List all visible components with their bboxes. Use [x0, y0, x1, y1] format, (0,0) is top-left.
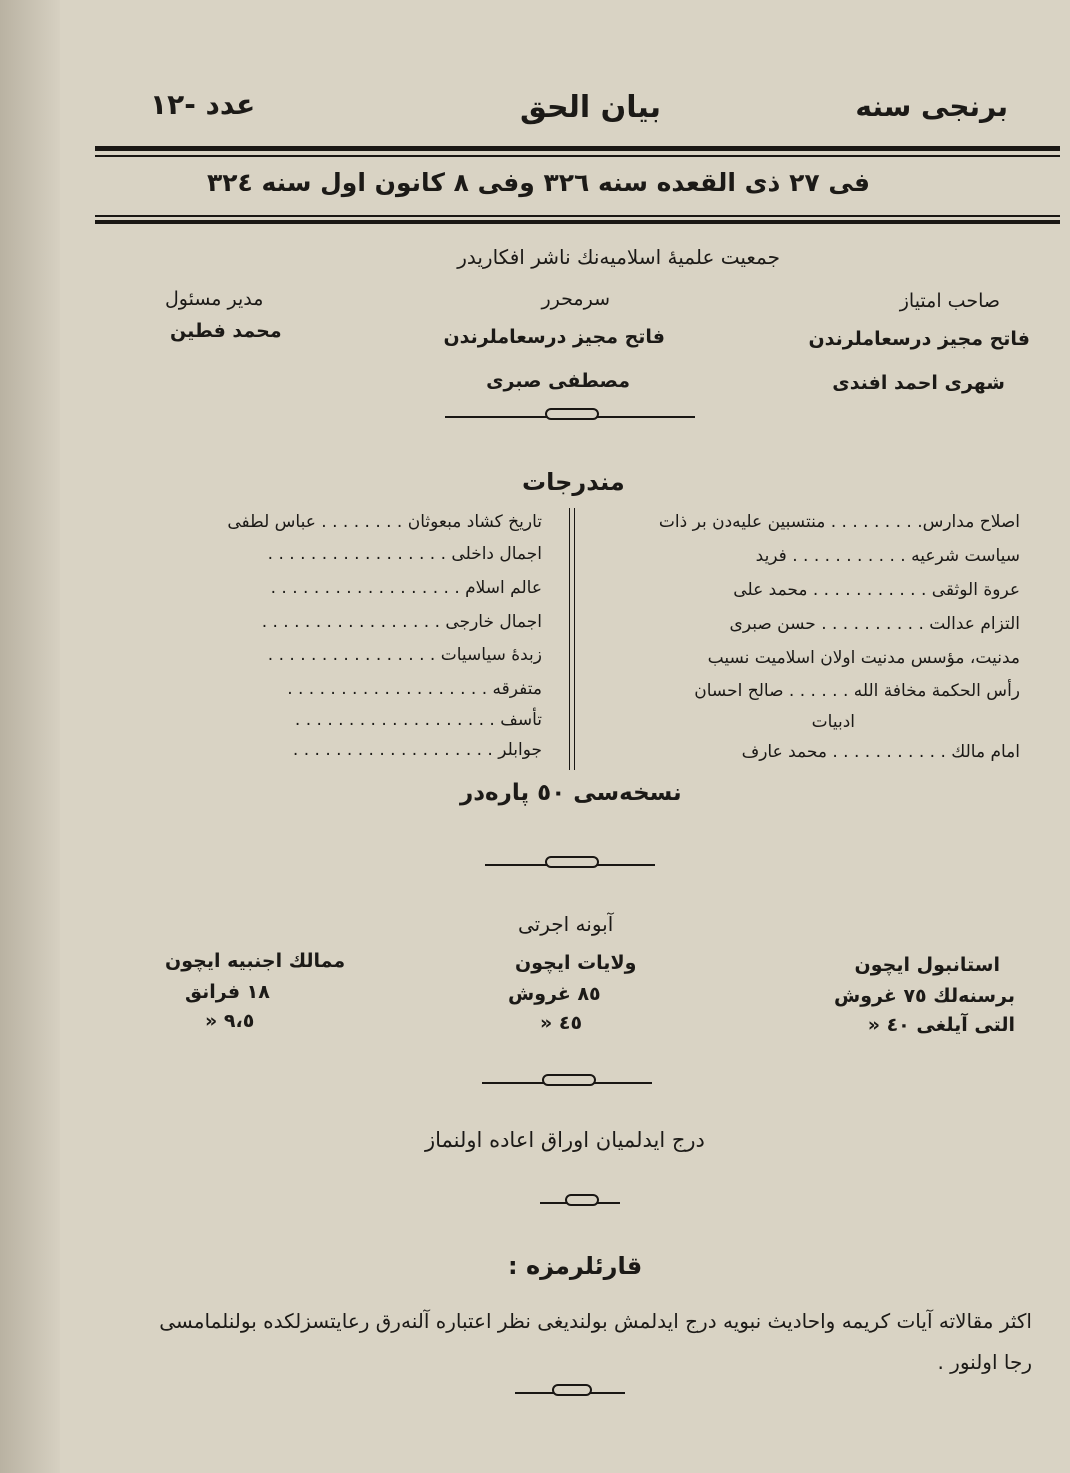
- ornament-divider-4: [540, 1190, 620, 1204]
- readers-heading: قارئلرمزه :: [508, 1252, 643, 1280]
- contents-right-item: مدنیت، مؤسس مدنیت اولان اسلامیت نسیب: [707, 648, 1020, 668]
- contents-right-item: رأس الحكمة مخافة الله . . . . . . صالح احسان: [694, 681, 1020, 701]
- provinces-half: ٤٥ «: [540, 1012, 583, 1034]
- editor-title: سرمحرر: [541, 288, 610, 310]
- contents-right-item: عروة الوثقی . . . . . . . . . . . محمد علی: [733, 580, 1020, 600]
- istanbul-yearly: برسنه‌لك ٧٥ غروش: [833, 985, 1015, 1007]
- readers-line-2: رجا اولنور .: [937, 1350, 1032, 1374]
- foreign-yearly: ١٨ فرانق: [185, 981, 270, 1003]
- page-edge-shadow: [0, 0, 60, 1473]
- provinces-title: ولایات ایچون: [515, 952, 637, 974]
- contents-left-item: تاریخ كشاد مبعوثان . . . . . . . . عباس لطفی: [227, 512, 542, 532]
- editor-line2: مصطفی صبری: [486, 370, 630, 392]
- ornament-divider-1: [445, 404, 695, 418]
- owner-title: صاحب امتیاز: [899, 290, 1000, 312]
- masthead-volume: برنجی سنه: [855, 90, 1008, 123]
- subtitle: جمعیت علمیهٔ اسلامیه‌نك ناشر افكاریدر: [457, 245, 780, 269]
- foreign-half: ٩،٥ «: [205, 1010, 255, 1032]
- contents-right-item: ادبیات: [811, 712, 855, 732]
- contents-right-item: امام مالك . . . . . . . . . . . محمد عارف: [741, 742, 1020, 762]
- subscription-heading: آبونه اجرتی: [518, 912, 614, 936]
- editor-line1: فاتح مجیز درسعاملرندن: [443, 326, 665, 348]
- istanbul-half: التی آیلغی ٤٠ «: [867, 1014, 1015, 1036]
- contents-heading: مندرجات: [522, 468, 625, 496]
- price: نسخه‌سی ٥٠ پاره‌در: [460, 780, 682, 806]
- owner-line2: شهری احمد افندی: [832, 372, 1005, 394]
- manager-title: مدیر مسئول: [165, 288, 264, 310]
- masthead-issue: عدد -١٢: [150, 88, 256, 121]
- ornament-divider-2: [485, 852, 655, 866]
- contents-right-item: اصلاح مدارس. . . . . . . . . منتسبین علیه‌دن بر ذات: [658, 512, 1020, 532]
- contents-right-item: التزام عدالت . . . . . . . . . . حسن صبری: [729, 614, 1020, 634]
- contents-left-item: اجمال خارجی . . . . . . . . . . . . . . . . .: [261, 612, 542, 632]
- contents-left-item: تأسف . . . . . . . . . . . . . . . . . . .: [294, 710, 542, 730]
- return-notice: درج ایدلمیان اوراق اعاده اولنماز: [425, 1128, 705, 1152]
- provinces-yearly: ٨٥ غروش: [508, 983, 601, 1005]
- contents-left-item: زبدهٔ سیاسیات . . . . . . . . . . . . . . . .: [267, 645, 542, 665]
- foreign-title: ممالك اجنبیه ایچون: [165, 950, 346, 972]
- contents-left-item: اجمال داخلی . . . . . . . . . . . . . . . . .: [267, 544, 542, 564]
- ornament-divider-5: [515, 1380, 625, 1394]
- readers-line-1: اكثر مقالاته آیات كریمه واحادیث نبویه درج ایدلمش بولندیغی نظر اعتباره آلنه‌رق رعایتسزلكده بولنلمامسی: [159, 1309, 1032, 1333]
- contents-left-item: عالم اسلام . . . . . . . . . . . . . . . . . .: [270, 578, 542, 598]
- dateline-rule-thin: [95, 215, 1060, 217]
- contents-left-item: متفرقه . . . . . . . . . . . . . . . . . . .: [287, 679, 542, 699]
- masthead-title: بیان الحق: [520, 90, 662, 125]
- owner-line1: فاتح مجیز درسعاملرندن: [808, 328, 1030, 350]
- contents-right-item: سیاست شرعیه . . . . . . . . . . . فرید: [755, 546, 1020, 566]
- dateline: فی ٢٧ ذی القعده سنه ٣٢٦ وفی ٨ كانون اول سنه ٣٢٤: [206, 168, 870, 197]
- manager-name: محمد فطین: [170, 320, 282, 342]
- contents-left-item: جوابلر . . . . . . . . . . . . . . . . . . .: [292, 740, 542, 760]
- contents-column-divider: [569, 508, 575, 770]
- istanbul-title: استانبول ایچون: [854, 954, 1000, 976]
- masthead-rule-top: [95, 146, 1060, 151]
- dateline-rule-thick: [95, 220, 1060, 224]
- masthead-rule-top-thin: [95, 155, 1060, 157]
- ornament-divider-3: [482, 1070, 652, 1084]
